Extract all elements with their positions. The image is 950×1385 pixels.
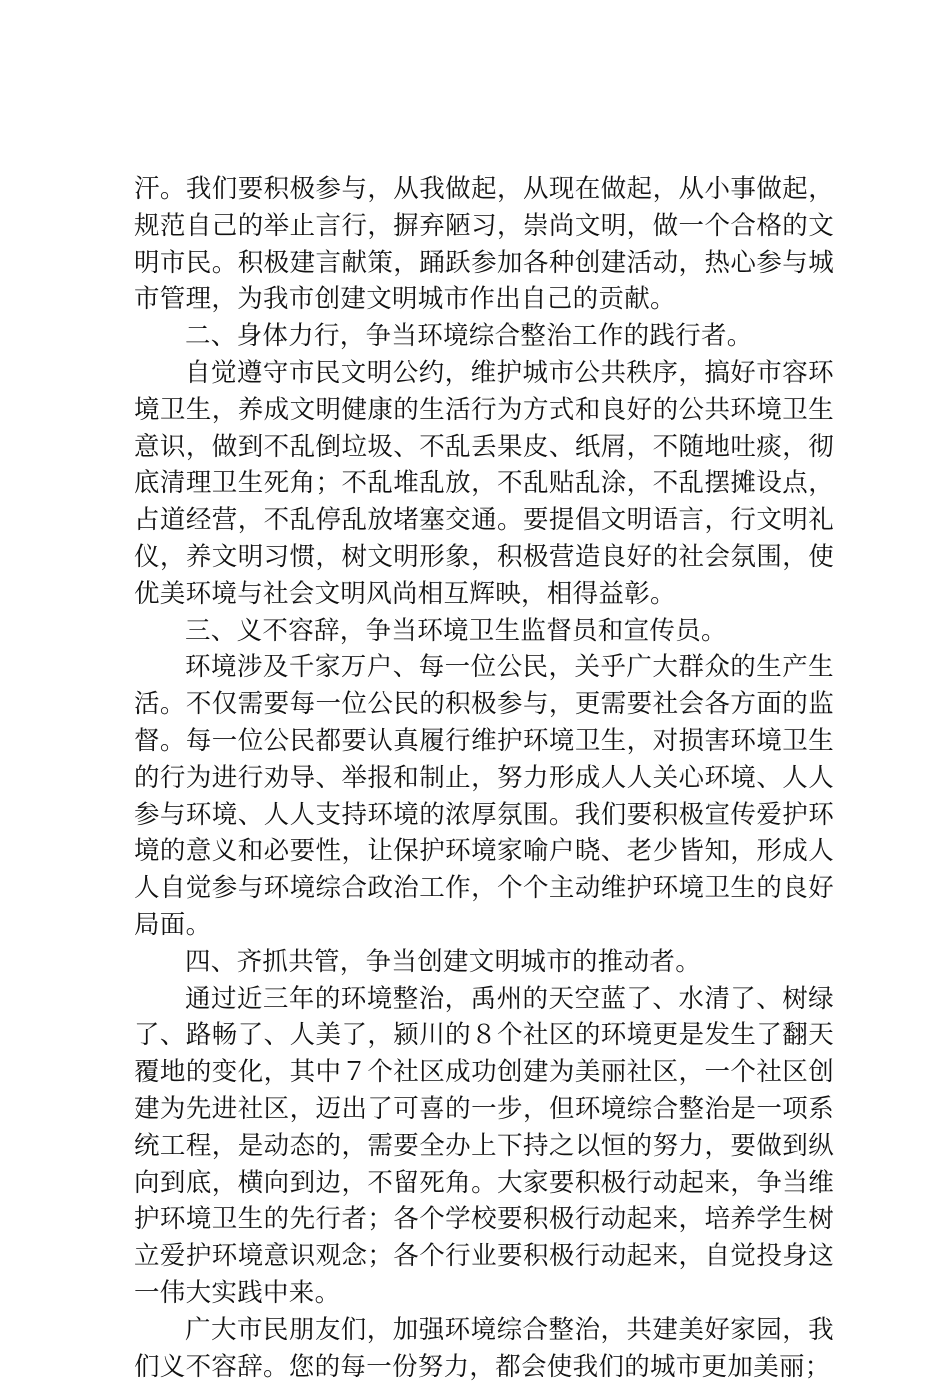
paragraph-closing: 广大市民朋友们，加强环境综合整治，共建美好家园，我们义不容辞。您的每一份努力，都会使我们的城市更加美丽； — [134, 1314, 834, 1382]
section-heading-3: 三、义不容辞，争当环境卫生监督员和宣传员。 — [185, 615, 727, 646]
section-heading-2: 二、身体力行，争当环境综合整治工作的践行者。 — [185, 321, 753, 352]
paragraph-section-2: 自觉遵守市民文明公约，维护城市公共秩序，搞好市容环境卫生，养成文明健康的生活行为方式和良好的公共环境卫生意识，做到不乱倒垃圾、不乱丢果皮、纸屑，不随地吐痰，彻底清理卫生死角；不乱堆乱放，不乱贴乱涂，不乱摆摊设点，占道经营，不乱停乱放堵塞交通。要提倡文明语言，行文明礼仪，养文明习惯，树文明形象，积极营造良好的社会氛围，使优美环境与社会文明风尚相互辉映，相得益彰。 — [134, 357, 834, 609]
paragraph-section-3: 环境涉及千家万户、每一位公民，关乎广大群众的生产生活。不仅需要每一位公民的积极参与，更需要社会各方面的监督。每一位公民都要认真履行维护环境卫生，对损害环境卫生的行为进行劝导、举报和制止，努力形成人人关心环境、人人参与环境、人人支持环境的浓厚氛围。我们要积极宣传爱护环境的意义和必要性，让保护环境家喻户晓、老少皆知，形成人人自觉参与环境综合政治工作，个个主动维护环境卫生的良好局面。 — [134, 652, 834, 940]
paragraph-section-4: 通过近三年的环境整治，禹州的天空蓝了、水清了、树绿了、路畅了、人美了，颍川的８个社区的环境更是发生了翻天覆地的变化，其中７个社区成功创建为美丽社区，一个社区创建为先进社区，迈出了可喜的一步，但环境综合整治是一项系统工程，是动态的，需要全办上下持之以恒的努力，要做到纵向到底，横向到边，不留死角。大家要积极行动起来，争当维护环境卫生的先行者；各个学校要积极行动起来，培养学生树立爱护环境意识观念；各个行业要积极行动起来，自觉投身这一伟大实践中来。 — [134, 983, 834, 1308]
document-body — [134, 171, 834, 1385]
section-heading-4: 四、齐抓共管，争当创建文明城市的推动者。 — [185, 946, 702, 977]
paragraph-intro-continuation: 汗。我们要积极参与，从我做起，从现在做起，从小事做起，规范自己的举止言行，摒弃陋习，崇尚文明，做一个合格的文明市民。积极建言献策，踊跃参加各种创建活动，热心参与城市管理，为我市创建文明城市作出自己的贡献。 — [134, 174, 834, 315]
